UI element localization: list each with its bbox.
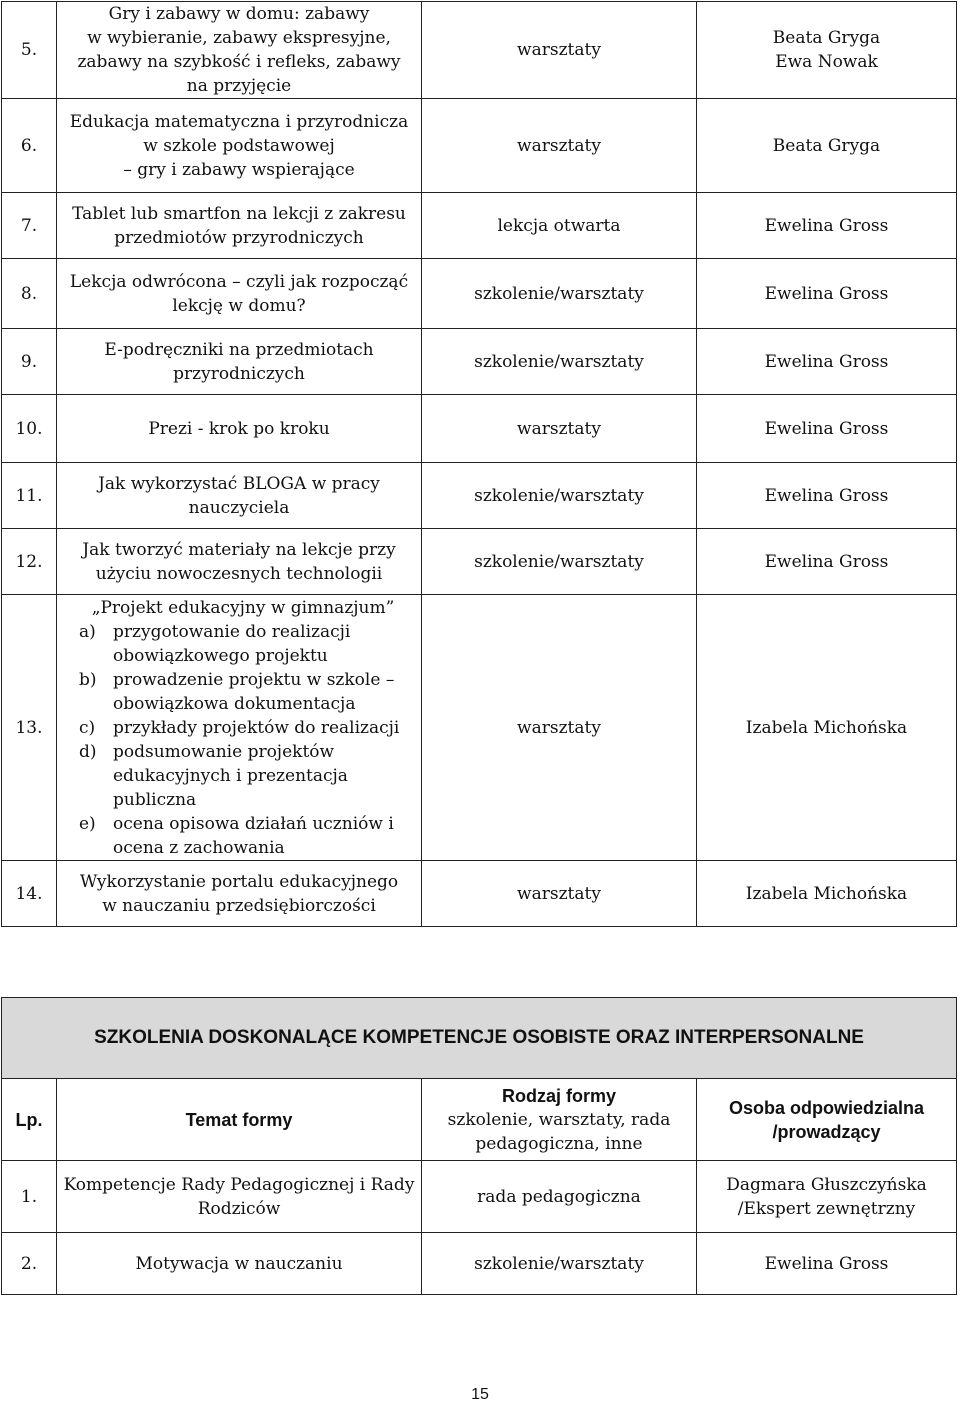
- header-form-title: Rodzaj formy: [501, 1085, 616, 1106]
- row-title: [57, 193, 422, 259]
- row-title: [57, 99, 422, 193]
- person-line: Ewelina Gross: [764, 215, 889, 236]
- item-text: ocena opisowa działań uczniów i ocena z zachowania: [113, 813, 394, 858]
- row-form: warsztaty: [422, 595, 697, 861]
- row-lp: 6.: [2, 99, 57, 193]
- row-form: rada pedagogiczna: [422, 1161, 697, 1233]
- row-person: Izabela Michońska: [697, 595, 957, 861]
- title-line: Edukacja matematyczna i przyrodnicza: [69, 111, 409, 132]
- row-person: [697, 463, 957, 529]
- table-row: [2, 595, 957, 861]
- title-line: Jak wykorzystać BLOGA w pracy: [98, 473, 380, 494]
- list-item: [79, 716, 415, 740]
- row-title: [57, 529, 422, 595]
- person-line: Ewelina Gross: [764, 351, 889, 372]
- row-title: [57, 861, 422, 927]
- row-person: Ewelina Gross: [697, 1233, 957, 1295]
- title-line: Prezi - krok po kroku: [148, 418, 330, 439]
- title-line: E-podręczniki na przedmiotach: [104, 339, 374, 360]
- list-item: [79, 740, 415, 812]
- table-row: [2, 1233, 957, 1295]
- project-heading: „Projekt edukacyjny w gimnazjum”: [91, 597, 395, 618]
- row-title: [57, 329, 422, 395]
- list-item: [79, 620, 415, 668]
- item-text: podsumowanie projektów edukacyjnych i prezentacja publiczna: [113, 741, 348, 810]
- person-line: Ewelina Gross: [764, 418, 889, 439]
- item-text: przykłady projektów do realizacji: [113, 717, 400, 738]
- item-marker: e): [79, 813, 96, 834]
- header-form: [422, 1079, 697, 1161]
- title-line: w szkole podstawowej: [143, 135, 335, 156]
- row-title: [57, 395, 422, 463]
- table-row: [2, 259, 957, 329]
- row-lp: 12.: [2, 529, 57, 595]
- row-title: [57, 2, 422, 99]
- row-form: warsztaty: [422, 99, 697, 193]
- title-line: Lekcja odwrócona – czyli jak rozpocząć: [69, 271, 409, 292]
- row-lp: 11.: [2, 463, 57, 529]
- header-person: Osoba odpowiedzialna /prowadzący: [697, 1079, 957, 1161]
- row-person: Dagmara Głuszczyńska /Ekspert zewnętrzny: [697, 1161, 957, 1233]
- competence-table: [1, 997, 957, 1295]
- row-person: [697, 529, 957, 595]
- table-row: [2, 529, 957, 595]
- item-marker: c): [79, 717, 96, 738]
- row-title: Motywacja w nauczaniu: [57, 1233, 422, 1295]
- header-form-sub: szkolenie, warsztaty, rada pedagogiczna, inne: [447, 1109, 671, 1154]
- row-form: szkolenie/warsztaty: [422, 259, 697, 329]
- item-marker: d): [79, 741, 97, 762]
- row-person: [697, 193, 957, 259]
- row-person: Izabela Michońska: [697, 861, 957, 927]
- row-title: [57, 259, 422, 329]
- person-line: Ewelina Gross: [764, 283, 889, 304]
- row-lp: 13.: [2, 595, 57, 861]
- title-line: – gry i zabawy wspierające: [123, 159, 355, 180]
- title-line: w wybieranie, zabawy ekspresyjne,: [87, 28, 391, 48]
- person-line: Beata Gryga: [772, 135, 881, 156]
- section-banner: SZKOLENIA DOSKONALĄCE KOMPETENCJE OSOBISTE ORAZ INTERPERSONALNE: [2, 998, 957, 1079]
- row-lp: 2.: [2, 1233, 57, 1295]
- row-lp: 14.: [2, 861, 57, 927]
- row-form: warsztaty: [422, 861, 697, 927]
- row-person: [697, 329, 957, 395]
- table-row: [2, 193, 957, 259]
- header-title: Temat formy: [57, 1079, 422, 1161]
- item-marker: b): [79, 669, 97, 690]
- section-banner-row: [2, 998, 957, 1079]
- title-line: Wykorzystanie portalu edukacyjnego: [79, 871, 399, 892]
- title-line: Jak tworzyć materiały na lekcje przy: [82, 539, 396, 560]
- title-line: użyciu nowoczesnych technologii: [95, 563, 383, 584]
- person-line: Ewelina Gross: [764, 485, 889, 506]
- table-row: [2, 99, 957, 193]
- row-form: szkolenie/warsztaty: [422, 529, 697, 595]
- table-row: [2, 463, 957, 529]
- person-line: Ewa Nowak: [775, 52, 878, 72]
- row-form: szkolenie/warsztaty: [422, 463, 697, 529]
- row-person: [697, 259, 957, 329]
- row-person: [697, 2, 957, 99]
- row-title: [57, 463, 422, 529]
- item-text: prowadzenie projektu w szkole – obowiązkowa dokumentacja: [113, 669, 395, 714]
- table-row: [2, 329, 957, 395]
- project-items: [71, 620, 415, 860]
- list-item: [79, 668, 415, 716]
- row-lp: 5.: [2, 2, 57, 99]
- title-line: w nauczaniu przedsiębiorczości: [102, 895, 376, 916]
- row-lp: 7.: [2, 193, 57, 259]
- row-title: [57, 595, 422, 861]
- row-form: warsztaty: [422, 2, 697, 99]
- table-row: [2, 2, 957, 99]
- title-line: przedmiotów przyrodniczych: [114, 227, 364, 248]
- title-line: Gry i zabawy w domu: zabawy: [108, 4, 370, 24]
- header-row: [2, 1079, 957, 1161]
- title-line: nauczyciela: [188, 497, 290, 518]
- table-row: [2, 861, 957, 927]
- title-line: zabawy na szybkość i refleks, zabawy: [77, 52, 401, 72]
- row-form: szkolenie/warsztaty: [422, 1233, 697, 1295]
- row-form: lekcja otwarta: [422, 193, 697, 259]
- item-text: przygotowanie do realizacji obowiązkowego projektu: [113, 621, 351, 666]
- title-line: Tablet lub smartfon na lekcji z zakresu: [72, 203, 406, 224]
- table-row: [2, 1161, 957, 1233]
- row-form: warsztaty: [422, 395, 697, 463]
- person-line: Beata Gryga: [772, 28, 881, 48]
- list-item: [79, 812, 415, 860]
- title-line: na przyjęcie: [186, 76, 292, 96]
- training-table: [1, 1, 957, 927]
- row-form: szkolenie/warsztaty: [422, 329, 697, 395]
- row-person: [697, 395, 957, 463]
- title-line: przyrodniczych: [173, 363, 305, 384]
- header-lp: Lp.: [2, 1079, 57, 1161]
- row-lp: 10.: [2, 395, 57, 463]
- title-line: lekcję w domu?: [172, 295, 306, 316]
- row-lp: 8.: [2, 259, 57, 329]
- row-person: [697, 99, 957, 193]
- row-title: Kompetencje Rady Pedagogicznej i Rady Rodziców: [57, 1161, 422, 1233]
- item-marker: a): [79, 621, 96, 642]
- person-line: Ewelina Gross: [764, 551, 889, 572]
- page-number: 15: [471, 1386, 489, 1403]
- table-row: [2, 395, 957, 463]
- row-lp: 9.: [2, 329, 57, 395]
- row-lp: 1.: [2, 1161, 57, 1233]
